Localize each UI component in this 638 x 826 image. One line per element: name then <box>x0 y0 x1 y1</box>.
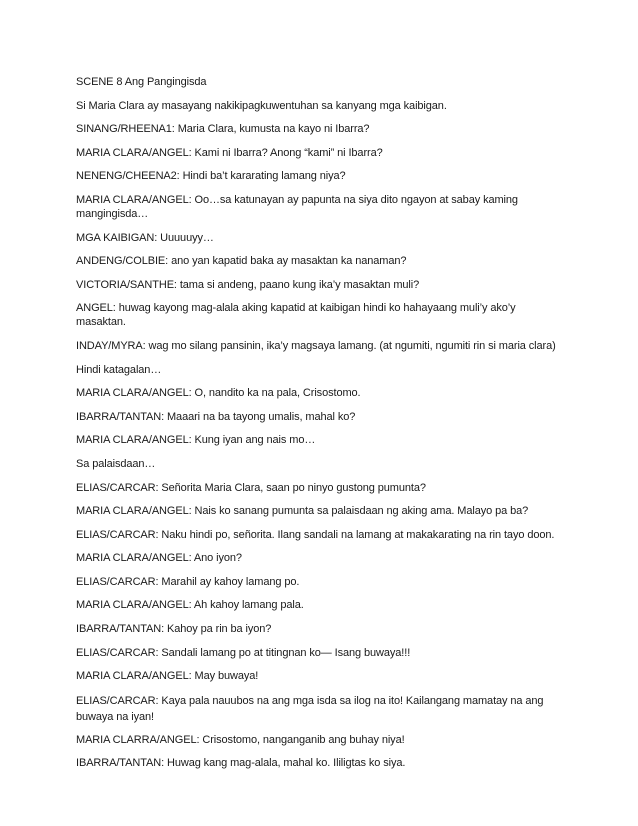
script-line: ELIAS/CARCAR: Naku hindi po, señorita. Ilang sandali na lamang at makakarating na rin tayo doon. <box>76 528 555 541</box>
script-line: NENENG/CHEENA2: Hindi ba’t kararating lamang niya? <box>76 170 346 183</box>
script-line: IBARRA/TANTAN: Kahoy pa rin ba iyon? <box>76 623 272 636</box>
script-line: ELIAS/CARCAR: Kaya pala nauubos na ang mga isda sa ilog na ito! Kailangang mamatay na ang buwaya na iyan! <box>76 694 544 724</box>
script-line: ANGEL: huwag kayong mag-alala aking kapatid at kaibigan hindi ko hahayaang muli’y ako’y masaktan. <box>76 302 516 329</box>
script-line: INDAY/MYRA: wag mo silang pansinin, ika’y magsaya lamang. (at ngumiti, ngumiti rin si maria clara) <box>76 339 556 352</box>
script-line: MARIA CLARA/ANGEL: Oo…sa katunayan ay papunta na siya dito ngayon at sabay kaming mangingisda… <box>76 193 518 220</box>
script-line: MARIA CLARA/ANGEL: May buwaya! <box>76 670 259 683</box>
document-body <box>76 75 566 780</box>
script-line: MGA KAIBIGAN: Uuuuuyy… <box>76 231 214 244</box>
script-line: MARIA CLARA/ANGEL: Kami ni Ibarra? Anong “kami” ni Ibarra? <box>76 146 383 159</box>
script-line: MARIA CLARA/ANGEL: Ah kahoy lamang pala. <box>76 599 304 612</box>
scene-title: SCENE 8 Ang Pangingisda <box>76 76 207 88</box>
script-line: MARIA CLARA/ANGEL: Kung iyan ang nais mo… <box>76 434 316 447</box>
script-line: Hindi katagalan… <box>76 363 162 376</box>
script-line: IBARRA/TANTAN: Huwag kang mag-alala, mahal ko. Ililigtas ko siya. <box>76 757 406 770</box>
script-line: ELIAS/CARCAR: Señorita Maria Clara, saan po ninyo gustong pumunta? <box>76 481 426 494</box>
script-line: ELIAS/CARCAR: Marahil ay kahoy lamang po. <box>76 575 300 588</box>
script-line: Si Maria Clara ay masayang nakikipagkuwentuhan sa kanyang mga kaibigan. <box>76 99 447 112</box>
script-line: VICTORIA/SANTHE: tama si andeng, paano kung ika’y masaktan muli? <box>76 278 420 291</box>
script-line: ANDENG/COLBIE: ano yan kapatid baka ay masaktan ka nanaman? <box>76 255 407 268</box>
script-line: ELIAS/CARCAR: Sandali lamang po at titingnan ko— Isang buwaya!!! <box>76 646 411 659</box>
script-line: Sa palaisdaan… <box>76 457 156 470</box>
script-line: SINANG/RHEENA1: Maria Clara, kumusta na kayo ni Ibarra? <box>76 123 370 136</box>
script-line: MARIA CLARA/ANGEL: O, nandito ka na pala, Crisostomo. <box>76 387 361 400</box>
script-line: MARIA CLARA/ANGEL: Nais ko sanang pumunta sa palaisdaan ng aking ama. Malayo pa ba? <box>76 505 529 518</box>
script-line: MARIA CLARA/ANGEL: Ano iyon? <box>76 552 242 565</box>
script-line: MARIA CLARRA/ANGEL: Crisostomo, nanganganib ang buhay niya! <box>76 733 405 746</box>
script-line: IBARRA/TANTAN: Maaari na ba tayong umalis, mahal ko? <box>76 410 356 423</box>
